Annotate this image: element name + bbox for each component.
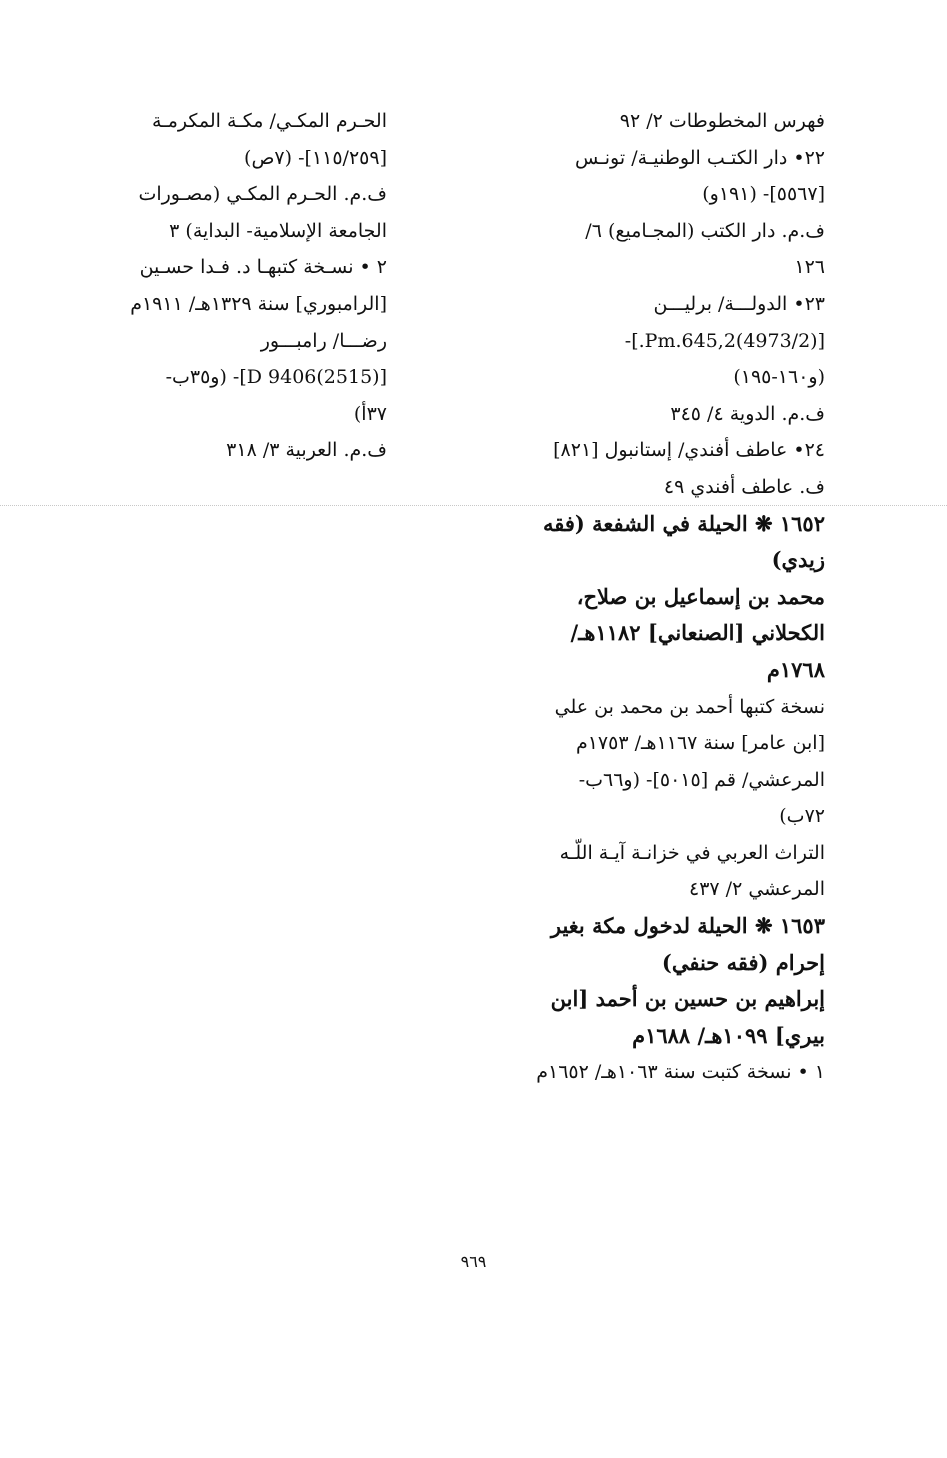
right-column-line: (و١٦٠-١٩٥) [733,366,825,389]
left-column-line: الجامعة الإسلامية- البداية) ٣ [169,219,387,242]
right-column-line: فهرس المخطوطات ٢/ ٩٢ [619,110,825,132]
left-column-line: الحـرم المكـي/ مكـة المكرمـة [152,110,387,132]
left-text-column [102,103,387,469]
right-column-line: ف. عاطف أفندي ٤٩ [663,475,825,498]
right-column-line: إحرام (فقه حنفي) [661,949,825,975]
left-column-line: رضـــا/ رامبـــور [260,329,387,352]
right-column-line: نسخة كتبها أحمد بن محمد بن علي [554,695,825,718]
scan-divider-line [0,505,947,506]
left-column-line: ٣٧أ) [353,402,387,425]
right-column-line: زيدي) [771,547,825,573]
left-column-line: ٢ • نسـخة كتبهـا د. فـدا حسـين [139,256,387,279]
right-text-column [485,103,825,1091]
left-column-line: [الرامبوري] سنة ١٣٢٩هـ/ ١٩١١م [130,292,387,315]
left-column-line: [D 9406(2515)]- (و٣٥ب- [165,366,387,389]
right-column-line: ف.م. دار الكتب (المجـاميع) ٦/ [585,219,825,242]
right-column-line: [ابن عامر] سنة ١١٦٧هـ/ ١٧٥٣م [575,732,825,755]
right-column-line: بيري] ١٠٩٩هـ/ ١٦٨٨م [632,1022,825,1048]
right-column-line: ٢٤• عاطف أفندي/ إستانبول [٨٢١] [553,439,825,462]
right-column-line: ٢٣• الدولـــة/ برليـــن [653,292,825,315]
left-column-line: ف.م. العربية ٣/ ٣١٨ [226,439,387,462]
right-column-line: ١ • نسخة كتبت سنة ١٠٦٣هـ/ ١٦٥٢م [536,1061,825,1084]
right-column-line: [٥٥٦٧]- (١٩١و) [702,183,825,206]
right-column-line: ١٧٦٨م [766,656,825,682]
right-column-line: ٧٢ب) [779,805,825,828]
right-column-line: ١٦٥٣ ❋ الحيلة لدخول مكة بغير [550,913,825,939]
right-column-line: ١٢٦ [794,256,825,279]
right-column-line: المرعشي/ قم [٥٠١٥]- (و٦٦ب- [578,768,825,791]
right-column-line: إبراهيم بن حسين بن أحمد [ابن [550,986,825,1012]
left-column-line: ف.م. الحـرم المكـي (مصـورات [138,183,387,206]
right-column-line: الكحلاني [الصنعاني] ١١٨٢هـ/ [570,620,825,646]
right-column-line: [(4973/2)Pm.645,2.]- [624,329,825,352]
right-column-line: ف.م. الدوية ٤/ ٣٤٥ [670,402,825,425]
right-column-line: ٢٢• دار الكتـب الوطنيـة/ تونـس [574,146,825,169]
right-column-line: ١٦٥٢ ❋ الحيلة في الشفعة (فقه [543,510,825,536]
left-column-line: [١١٥/٢٥٩]- (٧ص) [244,146,387,169]
right-column-line: محمد بن إسماعيل بن صلاح، [576,583,825,609]
page-number: ٩٦٩ [460,1252,487,1271]
right-column-line: التراث العربي في خزانـة آيـة اللّـه [559,841,825,864]
right-column-line: المرعشي ٢/ ٤٣٧ [689,878,825,901]
